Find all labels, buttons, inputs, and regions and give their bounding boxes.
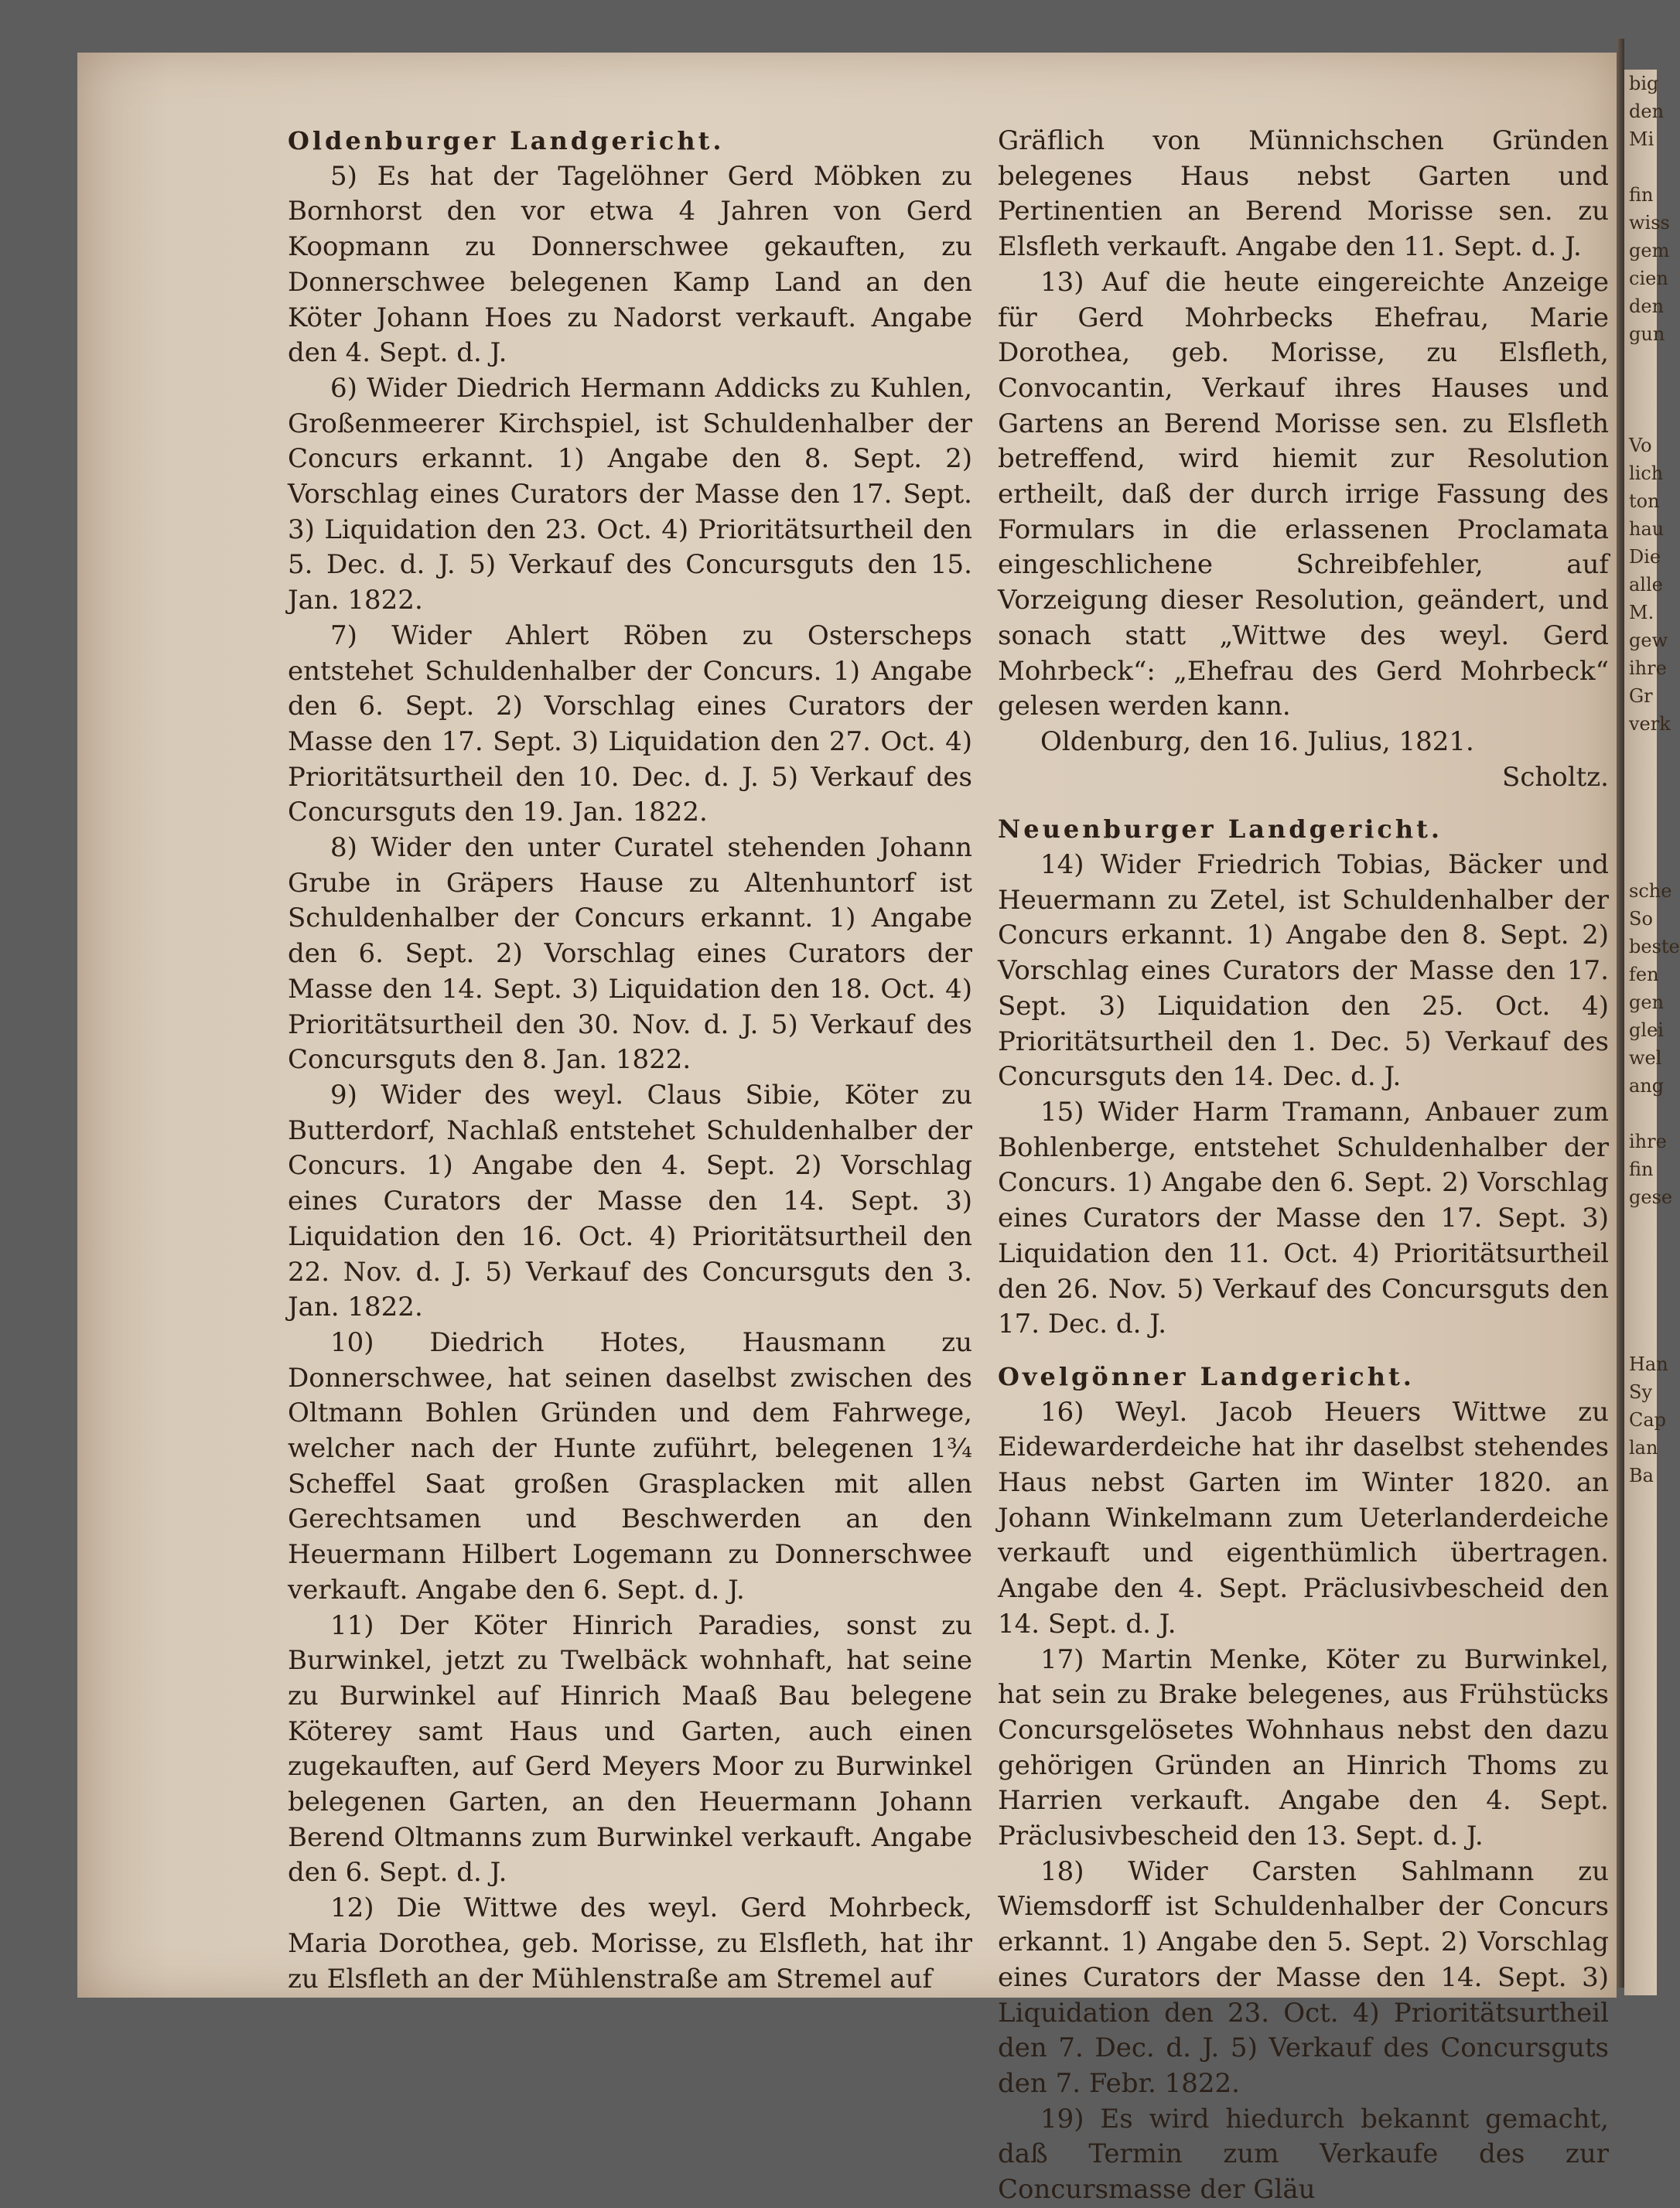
- facing-page-fragment: Han: [1629, 1353, 1668, 1375]
- facing-page-fragment: Gr: [1629, 685, 1653, 707]
- facing-page-fragment: Mi: [1629, 128, 1654, 150]
- notice-12-continued: Gräflich von Münnichschen Gründen belegenes Haus nebst Garten und Pertinentien an Berend Morisse sen. zu Elsfleth verkauft. Angabe den 11. Sept. d. J.: [998, 125, 1609, 263]
- facing-page-fragment: [1624, 153, 1657, 181]
- facing-page-fragment: [1624, 738, 1657, 766]
- facing-page-fragment: glei: [1629, 1019, 1664, 1041]
- facing-page-fragment: [1624, 1211, 1657, 1239]
- facing-page-fragment: fin: [1629, 184, 1654, 206]
- notice-8: 8) Wider den unter Curatel stehenden Johann Grube in Gräpers Hause zu Altenhuntorf ist Schuldenhalber der Concurs erkannt. 1) Angabe den 6. Sept. 2) Vorschlag eines Curators der Masse den 14. Sept. 3) Liquidation den 18. Oct. 4) Prioritätsurtheil den 30. Nov. d. J. 5) Verkauf des Concursguts den 8. Jan. 1822.: [288, 832, 972, 1076]
- facing-page-fragment: ihre: [1629, 657, 1667, 679]
- facing-page-fragment: Vo: [1629, 435, 1652, 456]
- facing-page-fragment: den: [1629, 295, 1665, 317]
- facing-page-fragment: gew: [1629, 630, 1668, 651]
- facing-page-fragment: [1624, 849, 1657, 877]
- notice-19: 19) Es wird hiedurch bekannt gemacht, daß Termin zum Verkaufe des zur Concursmasse der Gläu: [998, 2103, 1609, 2206]
- facing-page-fragment: [1624, 1295, 1657, 1322]
- facing-page-fragment: Ba: [1629, 1465, 1654, 1486]
- notice-7: 7) Wider Ahlert Röben zu Osterscheps entstehet Schuldenhalber der Concurs. 1) Angabe den 6. Sept. 2) Vorschlag eines Curators der Masse den 17. Sept. 3) Liquidation den 27. Oct. 4) Prioritätsurtheil den 10. Dec. d. J. 5) Verkauf des Concursguts den 19. Jan. 1822.: [288, 619, 972, 828]
- notice-9: 9) Wider des weyl. Claus Sibie, Köter zu Butterdorf, Nachlaß entstehet Schuldenhalber der Concurs. 1) Angabe den 4. Sept. 2) Vorschlag eines Curators der Masse den 14. Sept. 3) Liquidation den 16. Oct. 4) Prioritätsurtheil den 22. Nov. d. J. 5) Verkauf des Concursguts den 3. Jan. 1822.: [288, 1079, 972, 1323]
- facing-page-fragment: verk: [1629, 713, 1671, 735]
- facing-page-fragment: [1624, 1322, 1657, 1350]
- facing-page-fragment: ton: [1629, 490, 1660, 512]
- facing-page-fragment: den: [1629, 101, 1665, 122]
- section-heading-ovelgoenne: Ovelgönner Landgericht.: [998, 1361, 1415, 1391]
- notice-18: 18) Wider Carsten Sahlmann zu Wiemsdorff ist Schuldenhalber der Concurs erkannt. 1) Angabe den 5. Sept. 2) Vorschlag eines Curators der Masse den 14. Sept. 3) Liquidation den 23. Oct. 4) Prioritätsurtheil den 7. Dec. d. J. 5) Verkauf des Concursguts den 7. Febr. 1822.: [998, 1855, 1609, 2099]
- signature: Scholtz.: [1502, 761, 1609, 793]
- notice-13: 13) Auf die heute eingereichte Anzeige für Gerd Mohrbecks Ehefrau, Marie Dorothea, geb. Morisse, zu Elsfleth, Convocantin, Verkauf ihres Hauses und Gartens an Berend Morisse sen. zu Elsfleth betreffend, wird hiemit zur Resolution ertheilt, daß der durch irrige Fassung des Formulars in die erlassenen Proclamata eingeschlichene Schreibfehler, auf Vorzeigung dieser Resolution, geändert, und sonach statt „Wittwe des weyl. Gerd Mohrbeck“: „Ehefrau des Gerd Mohrbeck“ gelesen werden kann.: [998, 266, 1609, 722]
- facing-page-fragment: wel: [1629, 1047, 1662, 1069]
- facing-page-fragment: [1624, 376, 1657, 404]
- facing-page-fragment: ang: [1629, 1075, 1665, 1097]
- facing-page-fragment: [1624, 404, 1657, 432]
- facing-page-fragment: Die: [1629, 546, 1661, 568]
- facing-page-fragment: [1624, 793, 1657, 821]
- notice-5: 5) Es hat der Tagelöhner Gerd Möbken zu Bornhorst den vor etwa 4 Jahren von Gerd Koopmann zu Donnerschwee gekauften, zu Donnerschwee belegenen Kamp Land an den Köter Johann Hoes zu Nadorst verkauft. Angabe den 4. Sept. d. J.: [288, 160, 972, 369]
- notice-16: 16) Weyl. Jacob Heuers Wittwe zu Eidewarderdeiche hat ihr daselbst stehendes Haus nebst Garten im Winter 1820. an Johann Winkelmann zum Ueterlanderdeiche verkauft und eigenthümlich übertragen. Angabe den 4. Sept. Präclusivbescheid den 14. Sept. d. J.: [998, 1396, 1609, 1640]
- left-column: [288, 124, 972, 1997]
- facing-page-fragment: [1624, 766, 1657, 793]
- facing-page-fragment: wiss: [1629, 212, 1670, 234]
- facing-page-edge: [1624, 70, 1680, 1995]
- notice-15: 15) Wider Harm Tramann, Anbauer zum Bohlenberge, entstehet Schuldenhalber der Concurs. 1) Angabe den 6. Sept. 2) Vorschlag eines Curators der Masse den 17. Sept. 3) Liquidation den 11. Oct. 4) Prioritätsurtheil den 26. Nov. 5) Verkauf des Concursguts den 17. Dec. d. J.: [998, 1096, 1609, 1340]
- facing-page-fragment: sche: [1629, 880, 1672, 902]
- facing-page-fragment: [1624, 821, 1657, 849]
- facing-page-fragment: beste: [1629, 936, 1680, 957]
- facing-page-fragment: [1624, 1267, 1657, 1295]
- notice-10: 10) Diedrich Hotes, Hausmann zu Donnerschwee, hat seinen daselbst zwischen des Oltmann Bohlen Gründen und dem Fahrwege, welcher nach der Hunte zuführt, belegenen 1¾ Scheffel Saat großen Grasplacken mit allen Gerechtsamen und Beschwerden an den Heuermann Hilbert Logemann zu Donnerschwee verkauft. Angabe den 6. Sept. d. J.: [288, 1326, 972, 1606]
- facing-page-fragment: cien: [1629, 268, 1668, 289]
- facing-page-fragment: fen: [1629, 964, 1659, 985]
- book-spine-shadow: [1617, 39, 1624, 1988]
- facing-page-fragment: lich: [1629, 462, 1664, 484]
- facing-page-fragment: ihre: [1629, 1131, 1667, 1152]
- facing-page-fragment: fin: [1629, 1159, 1654, 1180]
- right-column: [998, 124, 1609, 2208]
- notice-17: 17) Martin Menke, Köter zu Burwinkel, hat sein zu Brake belegenes, aus Frühstücks Concursgelösetes Wohnhaus nebst den dazu gehörigen Gründen an Hinrich Thoms zu Harrien verkauft. Angabe den 4. Sept. Präclusivbescheid den 13. Sept. d. J.: [998, 1643, 1609, 1852]
- place-date: Oldenburg, den 16. Julius, 1821.: [1040, 725, 1474, 757]
- facing-page-fragment: lan: [1629, 1437, 1658, 1459]
- facing-page-fragment: So: [1629, 908, 1653, 930]
- facing-page-fragment: alle: [1629, 574, 1663, 596]
- notice-12: 12) Die Wittwe des weyl. Gerd Mohrbeck, Maria Dorothea, geb. Morisse, zu Elsfleth, hat ihr zu Elsfleth an der Mühlenstraße am Stremel auf: [288, 1892, 972, 1995]
- facing-page-fragment: [1624, 1100, 1657, 1128]
- notice-6: 6) Wider Diedrich Hermann Addicks zu Kuhlen, Großenmeerer Kirchspiel, ist Schuldenhalber der Concurs erkannt. 1) Angabe den 8. Sept. 2) Vorschlag eines Curators der Masse den 17. Sept. 3) Liquidation den 23. Oct. 4) Prioritätsurtheil den 5. Dec. d. J. 5) Verkauf des Concursguts den 15. Jan. 1822.: [288, 372, 972, 616]
- notice-14: 14) Wider Friedrich Tobias, Bäcker und Heuermann zu Zetel, ist Schuldenhalber der Concurs erkannt. 1) Angabe den 8. Sept. 2) Vorschlag eines Curators der Masse den 17. Sept. 3) Liquidation den 25. Oct. 4) Prioritätsurtheil den 1. Dec. 5) Verkauf des Concursguts den 14. Dec. d. J.: [998, 849, 1609, 1093]
- facing-page-fragment: big: [1629, 73, 1659, 94]
- facing-page-fragment: gen: [1629, 991, 1665, 1013]
- section-heading-oldenburg: Oldenburger Landgericht.: [288, 126, 725, 155]
- facing-page-fragment: gem: [1629, 240, 1670, 261]
- facing-page-fragment: hau: [1629, 518, 1665, 540]
- facing-page-fragment: gese: [1629, 1186, 1673, 1208]
- facing-page-fragment: Sy: [1629, 1381, 1652, 1403]
- facing-page-fragment: [1624, 1239, 1657, 1267]
- facing-page-fragment: [1624, 348, 1657, 376]
- facing-page-fragment: M.: [1629, 602, 1654, 623]
- section-heading-neuenburg: Neuenburger Landgericht.: [998, 814, 1443, 845]
- facing-page-fragment: gun: [1629, 323, 1665, 345]
- facing-page-fragment: Cap: [1629, 1409, 1667, 1431]
- notice-11: 11) Der Köter Hinrich Paradies, sonst zu Burwinkel, jetzt zu Twelbäck wohnhaft, hat seine zu Burwinkel auf Hinrich Maaß Bau belegene Köterey samt Haus und Garten, auch einen zugekauften, auf Gerd Meyers Moor zu Burwinkel belegenen Garten, an den Heuermann Johann Berend Oltmanns zum Burwinkel verkauft. Angabe den 6. Sept. d. J.: [288, 1609, 972, 1889]
